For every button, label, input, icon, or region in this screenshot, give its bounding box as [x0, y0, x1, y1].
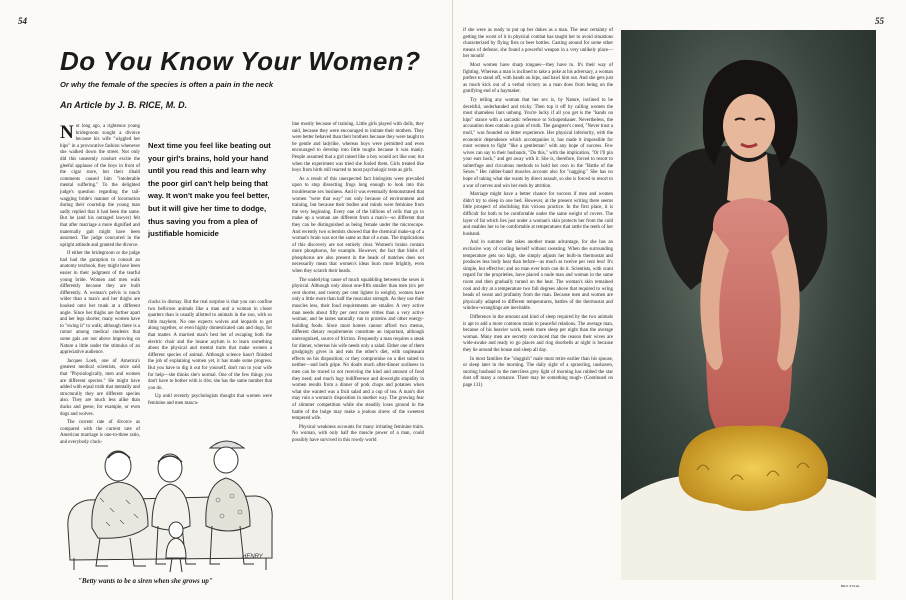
cartoon-signature: HENRY [242, 554, 263, 560]
page-number-right: 55 [875, 16, 884, 26]
paragraph: line mostly because of training. Little girls played with dolls, they said, because they were encouraged to imitate their mothers. They were better behaved than their brothers because they were taught to be gentle and ladylike, whereas boys were permitted and even encouraged to develop into little toughs because it was manly. People assumed that a girl raised like a boy would act like one; but when the experiment was tried she fooled them. Girls treated like boys from birth still reacted to most psychologic tests as girls. [292, 122, 424, 174]
pull-quote: Next time you feel like beating out your girl's brains, hold your hand until you read this and learn why the poor girl can't help being that way. It won't make you feel better, but it will give her time to dodge, thus saving you from a plea of justifiable homicide [148, 141, 271, 239]
right-page [453, 0, 906, 600]
paragraph: The current rate of divorce as compared with the current rate of American marriage is one-to-three ratio, and everybody cluck- [60, 420, 140, 445]
paragraph: In most families the "sluggish" male must retire earlier than his spouse, or sleep later in the morning. The daily sight of a sprawling, unshaven, snoring husband in the merciless grey light of morning has rubbed the star dust off many a romance. There may be something tough- (Continued on page 131) [463, 356, 613, 388]
paragraph: if she were as ready to put up her dukes as a man. The near certainty of getting the worst of it in physical combat has taught her to avoid situations characterized by flying fists or beer bottles. Casting around for some other means of defense, she found a powerful weapon in a very unlikely place—her mouth! [463, 28, 613, 60]
paragraph: If either the bridegroom or the judge had had the gumption to consult an anatomy textbook, they might have been easier in their judgment of the tearful young bride. Women and men walk differently because they are built differently. A woman's pelvis is much wider than a man's and her thighs are hooked onto her trunk at a different angle. Since her thighs are further apart and her legs shorter, many women have to "swing it" to walk; although there is a rumor among medical students that some gals are not above improving on Nature a little under the stimulus of an appreciative audience. [60, 251, 140, 356]
left-column-1 [60, 122, 140, 445]
paragraph [60, 124, 140, 249]
painted-illustration [621, 30, 876, 580]
article-byline: An Article by J. B. RICE, M. D. [60, 100, 188, 110]
paragraph: Difference in the amount and kind of sleep required by the two animals is apt to add a more common strain to peaceful relations. The average man, because of his heavier work, needs more sleep per night than the average woman. Many men are secretly convinced that the reason their wives are wide-awake and ready to go places and ring doorbells at night is because they lie around the house and sleep all day. [463, 314, 613, 353]
cartoon-caption: "Betty wants to be a siren when she grows up" [78, 577, 213, 585]
paragraph: Most women have sharp tongues—they have to. It's their way of fighting. Whereas a man is inclined to take a poke at his adversary, a woman prefers to stand off, with hands on hips, and bawl him out. And she gets just as much kick out of a verbal victory as a man does from being on the gratifying end of a haymaker. [463, 62, 613, 95]
paragraph: clucks in dismay. But the real surprise is that you can confine two bellicose animals like a man and a woman in closer quarters than is usually allotted to animals in the zoo, with so little mayhem. No one expects wolves and leopards to get along together, or even highly domesticated cats and dogs, for that matter. A married man's best bet of escaping both the electric chair and the insane asylum is to learn something about the physical and mental traits that make women a different species of animal. Although science hasn't finished the job of explaining women yet, it has made some progress. But you have to dig it out for yourself; don't run to your wife for help—she thinks she's normal. One of the few things you don't have to bother with is ribs; she has the same number that you do. [148, 300, 272, 391]
paragraph: As a result of this unexpected fact biologists were prevailed upon to stop dissecting frogs long enough to look into this troublesome sex business. And it was eventually demonstrated that women "were that way" not only because of environment and training, but because their bodies and minds were feminine from the very beginning. Every one of the billions of cells that go to make up a woman are different from a man's—so different that they can be distinguished as being female under the microscope. And recently two scientists showed that the chemical make-up of a woman's brain was not the same as that of a man. The implications of this discovery are not entirely clear. Women's brains contain more phosphorus, for example. However, the fact that blobs of phosphorus are also present in the heads of matches does not necessarily mean that women's ideas burn more brightly, even when they scratch their heads. [292, 176, 424, 275]
left-column-3 [292, 122, 424, 584]
artist-credit: BEN STAHL [841, 584, 861, 588]
article-title: Do You Know Your Women? [60, 46, 421, 76]
paragraph: Up until recently psychologists thought that women were feminine and men mascu- [148, 394, 272, 406]
paragraph: Marriage might have a better chance for success if men and women didn't try to sleep in one bed. However, at the present writing there seems little prospect of abolishing this vicious practice. In the first place, it is difficult for both to be comfortable under the same weight of covers. The layer of fat which lies just under a woman's skin protects her from the cold and enables her to be comfortable at temperatures that rattle the teeth of her husband. [463, 192, 613, 237]
paragraph: Try telling any woman that her sex is, by Nature, inclined to be deceitful, underhanded and tricky. Then top it off by calling women the most shameless liars unhung. You're lucky if all you get is the "hands on hips" stance with a sarcastic reference to Schopenhauer. Nevertheless, the accusation does contain a grain of truth. The gangster's creed, "Never trust a moll," was founded on bitter experience. Her physical inferiority, with the economic dependence which accompanies it, has made it impossible for most women to fight "like a gentleman" with any hope of success. Few wives can say to their husbands, "Do this," with the implication, "Or I'll pin your ears back," and get away with it. She is, therefore, forced to resort to subterfuge and circuitous methods to hold her own in the "Battle of the Sexes." Her rubber-band muscles account also for "nagging." She has no hope of taking what she wants by direct assault, so she is forced to resort to a war of nerves and win her ends by attrition. [463, 97, 613, 189]
paragraph: The underlying cause of much squabbling between the sexes is physical. Although only about one-fifth smaller than men (six per cent shorter, and twenty per cent lighter in weight), women have only a little more than half the muscular strength. As they use their muscles less, their food requirements are smaller. A very active man needs about fifty per cent more vittles than a very active woman; and he tastes naturally run to proteins and other energy-building foods. Since most homes cannot afford two menus, different dietary requirements constitute an important, although unrecognized, source of friction. Frequently a man requires a steak for dinner, whereas his wife needs only a salad. Either one of them grudgingly gives in and eats the other's diet, with unpleasant effects on his disposition; or they compromise on a diet suited to neither—and both gripe. No doubt much after-dinner surliness in men can be traced to not receiving the kind and amount of food they need; and much logy indifference and downright stupidity in women results from a dinner of pork chops and potatoes when what she wanted was a fruit salad and a cup of tea. A man's diet may ruin a woman's disposition in another way. The growing fear of slimmer competition while she steadily loses ground in the battle of the bulge may make a jealous shrew of the sweetest tempered wife. [292, 277, 424, 422]
page-number-left: 54 [18, 16, 27, 26]
paragraph: And in summer she takes another mean advantage, for she has an exclusive way of cooling herself without sweating. When the surrounding temperature gets too high, she simply adjusts her built-in thermostat and produces less body heat than before—as much as twelve per cent less! It's simple, but effective; and no man ever born can do it. Scientists, with scant regard for the proprieties, have placed a nude man and woman in the same room and then gradually turned on the heat. The woman's skin remained cool and dry at a temperature two full degrees above that required to wring beads of sweat and profanity from the man. Because men and women are physically adapted to different temperatures, battles of the thermostat and window-wranglings are inevitable. [463, 240, 613, 312]
right-column-1 [463, 28, 613, 588]
cartoon-illustration [60, 408, 280, 578]
drop-cap: N [60, 122, 74, 143]
article-subtitle: Or why the female of the species is often a pain in the neck [60, 80, 274, 89]
paragraph: Physical weakness accounts for many irritating feminine traits. No woman, with only half the muscle power of a man, could possibly have survived in this rowdy world [292, 424, 424, 443]
left-column-2 [148, 300, 272, 420]
paragraph-text: ot long ago, a righteous young bridegroom sought a divorce because his wife "wiggled her hips" in a provocative fashion whenever she walked down the street. Not only did this unseemly conduct excite the gleeful applause of the boys in front of the cigar store, but their ribald comments caused him "intolerable mental suffering." To the delighted judge's question regarding the tail-wagging bride's manner of locomotion during their courtship the young man sadly replied that it had been the same. But he (and his outraged lawyer) felt that after marriage a more dignified and maternally gait might have been assumed. The judge concurred in the upright attitude and granted the divorce. [60, 124, 140, 248]
paragraph: Jacques Loeb, one of America's greatest medical scientists, once said that "Physiologically, men and women are different species." He might have added with equal truth that mentally and structurally they are different species also. They are much less alike than ducks and geese, for example, or even dogs and wolves. [60, 358, 140, 417]
